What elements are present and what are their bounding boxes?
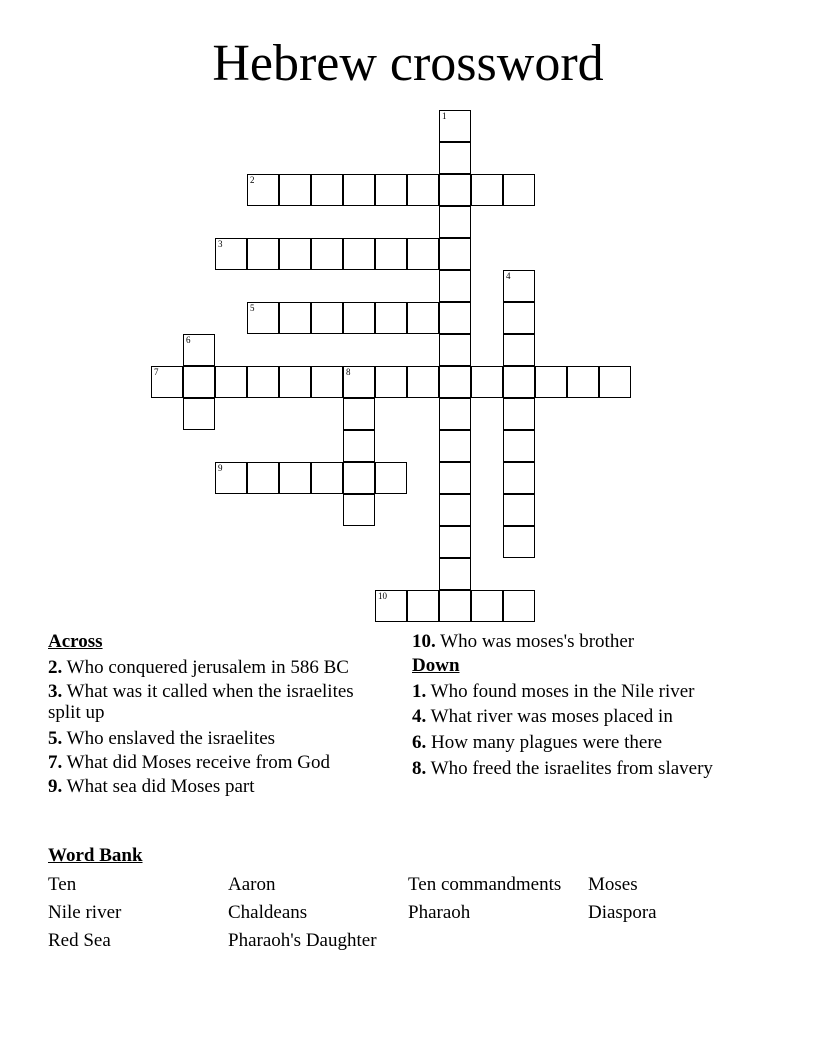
clue-text: Who enslaved the israelites (66, 728, 276, 749)
clue-number: 2. (48, 657, 63, 678)
crossword-cell[interactable] (599, 366, 631, 398)
crossword-cell[interactable] (535, 366, 567, 398)
cell-number: 8 (346, 367, 351, 377)
crossword-cell[interactable] (215, 462, 247, 494)
crossword-cell[interactable] (375, 302, 407, 334)
crossword-cell[interactable] (279, 302, 311, 334)
crossword-cell[interactable] (503, 462, 535, 494)
crossword-cell[interactable] (439, 206, 471, 238)
crossword-cell[interactable] (343, 366, 375, 398)
clue-number: 10. (412, 631, 436, 652)
clue-number: 1. (412, 681, 427, 702)
crossword-cell[interactable] (471, 590, 503, 622)
crossword-cell[interactable] (439, 526, 471, 558)
crossword-cell[interactable] (247, 366, 279, 398)
clue-number: 8. (412, 758, 427, 779)
cell-number: 9 (218, 463, 223, 473)
crossword-cell[interactable] (311, 302, 343, 334)
crossword-cell[interactable] (343, 398, 375, 430)
crossword-cell[interactable] (503, 430, 535, 462)
cell-number: 1 (442, 111, 447, 121)
across-clues (48, 631, 378, 797)
crossword-cell[interactable] (215, 366, 247, 398)
crossword-cell[interactable] (439, 174, 471, 206)
word-bank-item: Chaldeans (228, 902, 308, 923)
crossword-cell[interactable] (439, 334, 471, 366)
crossword-cell[interactable] (439, 590, 471, 622)
clue-across-10 (412, 631, 752, 652)
crossword-cell[interactable] (151, 366, 183, 398)
clue-down-6 (412, 732, 752, 753)
clue-across-2 (48, 657, 378, 678)
word-bank-item: Pharaoh's Daughter (228, 930, 377, 951)
clue-text: How many plagues were there (431, 732, 663, 753)
crossword-cell[interactable] (503, 398, 535, 430)
crossword-cell[interactable] (311, 174, 343, 206)
crossword-cell[interactable] (407, 302, 439, 334)
crossword-cell[interactable] (503, 334, 535, 366)
clue-across-5 (48, 728, 378, 749)
page-title: Hebrew crossword (212, 35, 604, 92)
cell-number: 10 (378, 591, 387, 601)
crossword-cell[interactable] (247, 174, 279, 206)
crossword-cell[interactable] (247, 462, 279, 494)
cell-number: 2 (250, 175, 255, 185)
crossword-cell[interactable] (215, 238, 247, 270)
cell-number: 4 (506, 271, 511, 281)
crossword-cell[interactable] (503, 366, 535, 398)
clue-text: What did Moses receive from God (66, 752, 330, 773)
crossword-cell[interactable] (183, 398, 215, 430)
crossword-cell[interactable] (439, 366, 471, 398)
crossword-cell[interactable] (343, 430, 375, 462)
cell-number: 5 (250, 303, 255, 313)
clue-text: What river was moses placed in (430, 706, 673, 727)
crossword-cell[interactable] (503, 590, 535, 622)
crossword-cell[interactable] (471, 366, 503, 398)
crossword-cell[interactable] (439, 302, 471, 334)
crossword-cell[interactable] (503, 302, 535, 334)
clue-text: What was it called when the israelites split up (48, 681, 354, 723)
clue-down-8 (412, 758, 752, 779)
crossword-cell[interactable] (503, 270, 535, 302)
crossword-cell[interactable] (375, 174, 407, 206)
crossword-cell[interactable] (279, 238, 311, 270)
crossword-cell[interactable] (343, 238, 375, 270)
crossword-cell[interactable] (343, 494, 375, 526)
clue-number: 9. (48, 776, 63, 797)
crossword-cell[interactable] (343, 302, 375, 334)
clue-text: Who found moses in the Nile river (430, 681, 695, 702)
word-bank-item: Aaron (228, 874, 276, 895)
crossword-cell[interactable] (375, 590, 407, 622)
crossword-cell[interactable] (439, 558, 471, 590)
crossword-cell[interactable] (567, 366, 599, 398)
clue-text: Who freed the israelites from slavery (430, 758, 713, 779)
clue-down-1 (412, 681, 752, 702)
crossword-cell[interactable] (247, 302, 279, 334)
crossword-cell[interactable] (503, 174, 535, 206)
crossword-cell[interactable] (439, 494, 471, 526)
clue-text: What sea did Moses part (66, 776, 255, 797)
crossword-cell[interactable] (439, 142, 471, 174)
crossword-cell[interactable] (343, 462, 375, 494)
crossword-cell[interactable] (407, 366, 439, 398)
crossword-cell[interactable] (279, 366, 311, 398)
crossword-cell[interactable] (183, 334, 215, 366)
crossword-cell[interactable] (439, 110, 471, 142)
clue-across-9 (48, 776, 378, 797)
crossword-cell[interactable] (279, 462, 311, 494)
crossword-cell[interactable] (407, 590, 439, 622)
crossword-cell[interactable] (503, 526, 535, 558)
word-bank-item: Diaspora (588, 902, 657, 923)
crossword-cell[interactable] (439, 270, 471, 302)
across-heading: Across (48, 631, 103, 652)
clue-number: 3. (48, 681, 63, 702)
word-bank-item: Pharaoh (408, 902, 471, 923)
word-bank-item: Ten (48, 874, 77, 895)
clue-text: Who was moses's brother (440, 631, 635, 652)
clue-number: 5. (48, 728, 63, 749)
crossword-cell[interactable] (503, 494, 535, 526)
crossword-cell[interactable] (471, 174, 503, 206)
crossword-cell[interactable] (439, 462, 471, 494)
crossword-cell[interactable] (311, 462, 343, 494)
crossword-cell[interactable] (343, 174, 375, 206)
crossword-cell[interactable] (311, 238, 343, 270)
crossword-cell[interactable] (375, 462, 407, 494)
clue-across-7 (48, 752, 378, 773)
clue-number: 4. (412, 706, 427, 727)
crossword-cell[interactable] (311, 366, 343, 398)
clue-number: 6. (412, 732, 427, 753)
crossword-cell[interactable] (279, 174, 311, 206)
word-bank-item: Ten commandments (408, 874, 562, 895)
clue-down-4 (412, 706, 752, 727)
crossword-cell[interactable] (407, 174, 439, 206)
clue-column-right (412, 631, 752, 779)
word-bank-heading: Word Bank (48, 845, 143, 866)
crossword-cell[interactable] (439, 238, 471, 270)
cell-number: 3 (218, 239, 223, 249)
crossword-cell[interactable] (375, 238, 407, 270)
crossword-cell[interactable] (247, 238, 279, 270)
crossword-cell[interactable] (407, 238, 439, 270)
word-bank-item: Nile river (48, 902, 122, 923)
crossword-cell[interactable] (375, 366, 407, 398)
clue-number: 7. (48, 752, 63, 773)
cell-number: 6 (186, 335, 191, 345)
crossword-cell[interactable] (439, 430, 471, 462)
crossword-cell[interactable] (183, 366, 215, 398)
clue-across-3 (48, 681, 378, 723)
clue-text: Who conquered jerusalem in 586 BC (66, 657, 349, 678)
cell-number: 7 (154, 367, 159, 377)
word-bank-item: Moses (588, 874, 638, 895)
down-heading: Down (412, 655, 460, 676)
crossword-cell[interactable] (439, 398, 471, 430)
word-bank-item: Red Sea (48, 930, 111, 951)
